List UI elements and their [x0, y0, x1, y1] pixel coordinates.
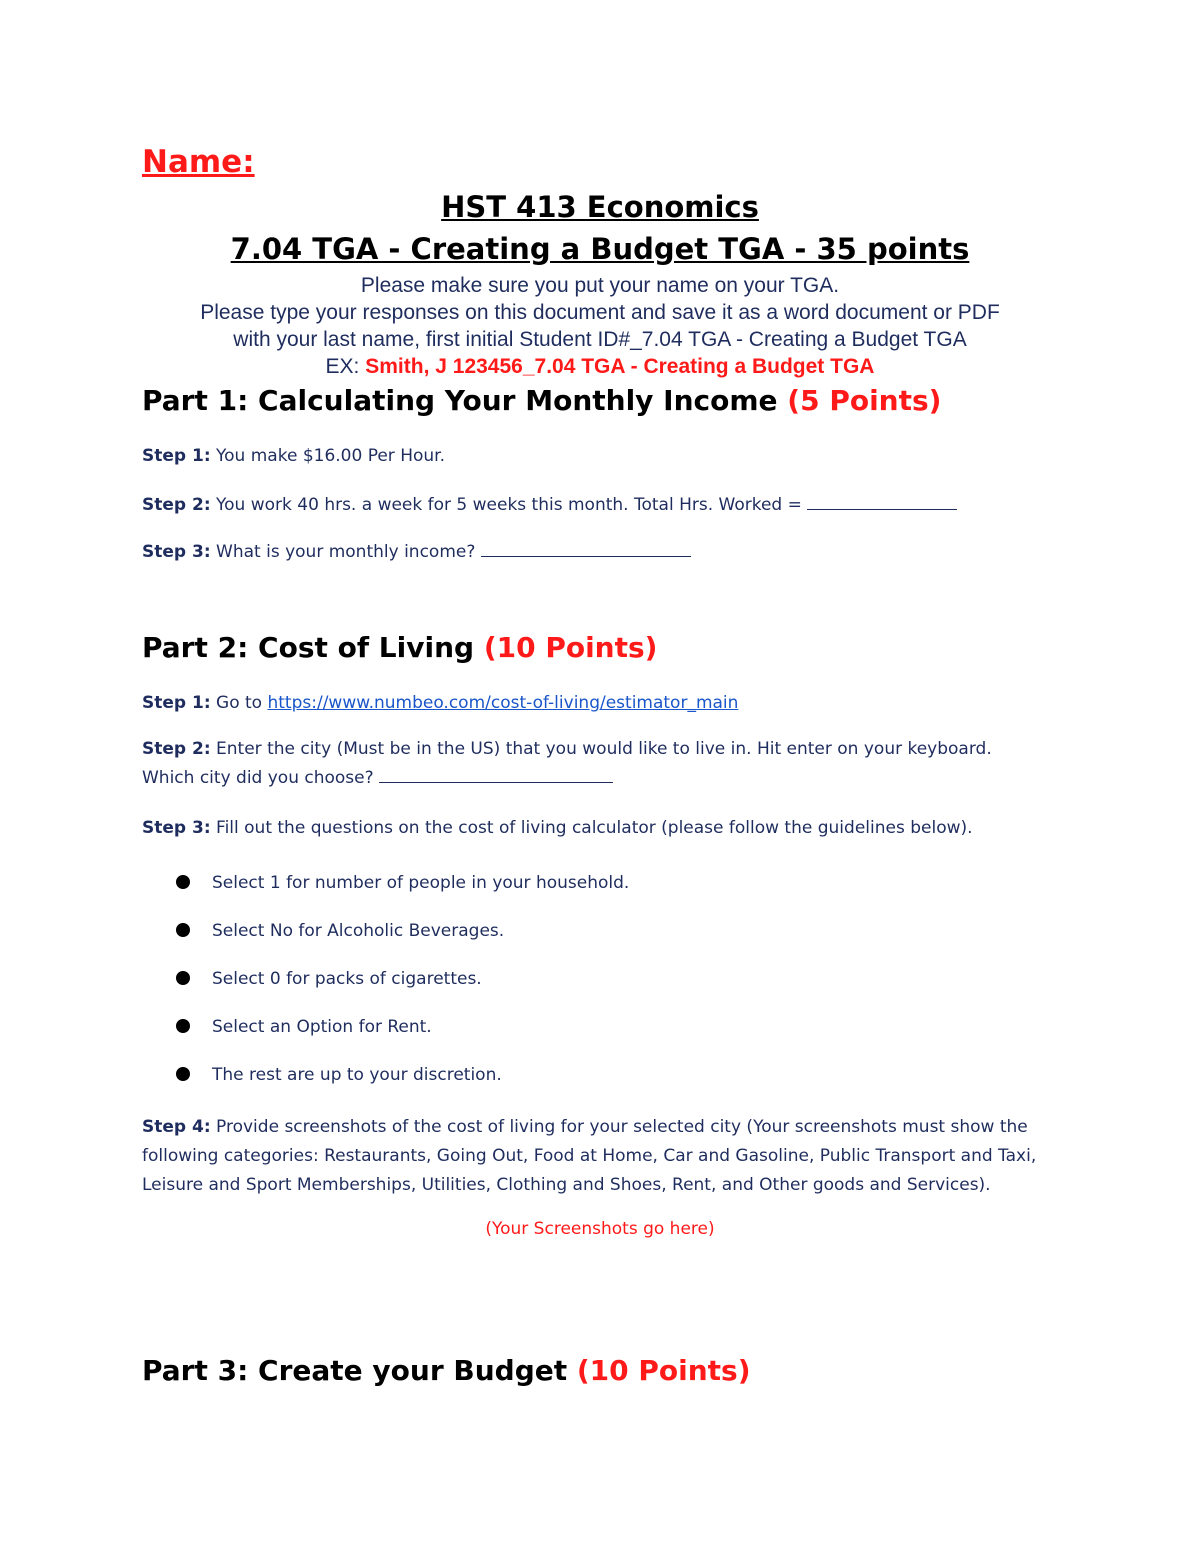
- part3-heading: [142, 1354, 751, 1387]
- example-filename: Smith, J 123456_7.04 TGA - Creating a Budget TGA: [365, 355, 875, 378]
- example-prefix: EX:: [325, 355, 360, 378]
- instruction-line-2: Please type your responses on this document and save it as a word document or PDF: [200, 301, 1000, 324]
- bullet-text: Select 0 for packs of cigarettes.: [212, 969, 482, 989]
- step-text: Provide screenshots of the cost of living for your selected city (Your screenshots must show the following categories: Restaurants, Going Out, Food at Home, Car and Gasoline, Public Transport and Taxi, Leisure and Sport Memberships, Utilities, Clothing and Shoes, Rent, and Other goods and Services).: [142, 1117, 1037, 1195]
- part2-step4: [142, 1113, 1067, 1200]
- part1-step2: [142, 493, 957, 515]
- bullet-text: Select 1 for number of people in your household.: [212, 873, 630, 893]
- part2-step2: [142, 735, 1062, 793]
- guideline-bullet: [176, 921, 504, 941]
- guideline-bullet: [176, 1017, 432, 1037]
- numbeo-link[interactable]: https://www.numbeo.com/cost-of-living/estimator_main: [267, 693, 739, 713]
- step-label: Step 1:: [142, 446, 211, 466]
- monthly-income-blank[interactable]: [481, 540, 691, 557]
- city-question: Which city did you choose?: [142, 768, 374, 788]
- step-text: Enter the city (Must be in the US) that you would like to live in. Hit enter on your keyboard.: [216, 739, 992, 759]
- step-text: Go to: [216, 693, 263, 713]
- part1-step3: [142, 540, 691, 562]
- bullet-icon: [176, 875, 190, 889]
- guideline-bullet: [176, 873, 629, 893]
- part1-step1: [142, 446, 445, 466]
- course-title: HST 413 Economics: [441, 190, 759, 224]
- step-text: What is your monthly income?: [216, 542, 476, 562]
- part3-heading-text: Part 3: Create your Budget: [142, 1354, 568, 1387]
- step-text: You work 40 hrs. a week for 5 weeks this month. Total Hrs. Worked =: [216, 495, 802, 515]
- part2-points: (10 Points): [483, 631, 658, 664]
- part2-heading-text: Part 2: Cost of Living: [142, 631, 475, 664]
- step-text: You make $16.00 Per Hour.: [216, 446, 445, 466]
- bullet-icon: [176, 971, 190, 985]
- step-label: Step 2:: [142, 495, 211, 515]
- guideline-bullet: [176, 969, 482, 989]
- screenshots-placeholder: (Your Screenshots go here): [485, 1219, 715, 1239]
- part1-heading: [142, 384, 941, 417]
- bullet-icon: [176, 923, 190, 937]
- city-blank[interactable]: [379, 766, 613, 783]
- part2-step1: [142, 693, 738, 713]
- step-label: Step 3:: [142, 542, 211, 562]
- assignment-title: 7.04 TGA - Creating a Budget TGA - 35 points: [230, 232, 970, 266]
- part3-points: (10 Points): [576, 1354, 751, 1387]
- step-label: Step 4:: [142, 1117, 211, 1137]
- part1-points: (5 Points): [787, 384, 942, 417]
- step-label: Step 3:: [142, 818, 211, 838]
- guideline-bullet: [176, 1065, 502, 1085]
- part1-heading-text: Part 1: Calculating Your Monthly Income: [142, 384, 778, 417]
- bullet-icon: [176, 1067, 190, 1081]
- bullet-text: The rest are up to your discretion.: [212, 1065, 502, 1085]
- example-line: [0, 353, 1200, 380]
- total-hours-blank[interactable]: [807, 493, 957, 510]
- part2-step3: [142, 818, 973, 838]
- bullet-text: Select No for Alcoholic Beverages.: [212, 921, 505, 941]
- name-label: Name:: [142, 144, 255, 180]
- step-label: Step 1:: [142, 693, 211, 713]
- bullet-icon: [176, 1019, 190, 1033]
- part2-heading: [142, 631, 657, 664]
- bullet-text: Select an Option for Rent.: [212, 1017, 432, 1037]
- step-text: Fill out the questions on the cost of living calculator (please follow the guidelines below).: [216, 818, 973, 838]
- instruction-line-1: Please make sure you put your name on your TGA.: [360, 274, 840, 297]
- instruction-line-3: with your last name, first initial Student ID#_7.04 TGA - Creating a Budget TGA: [233, 328, 967, 351]
- step-label: Step 2:: [142, 739, 211, 759]
